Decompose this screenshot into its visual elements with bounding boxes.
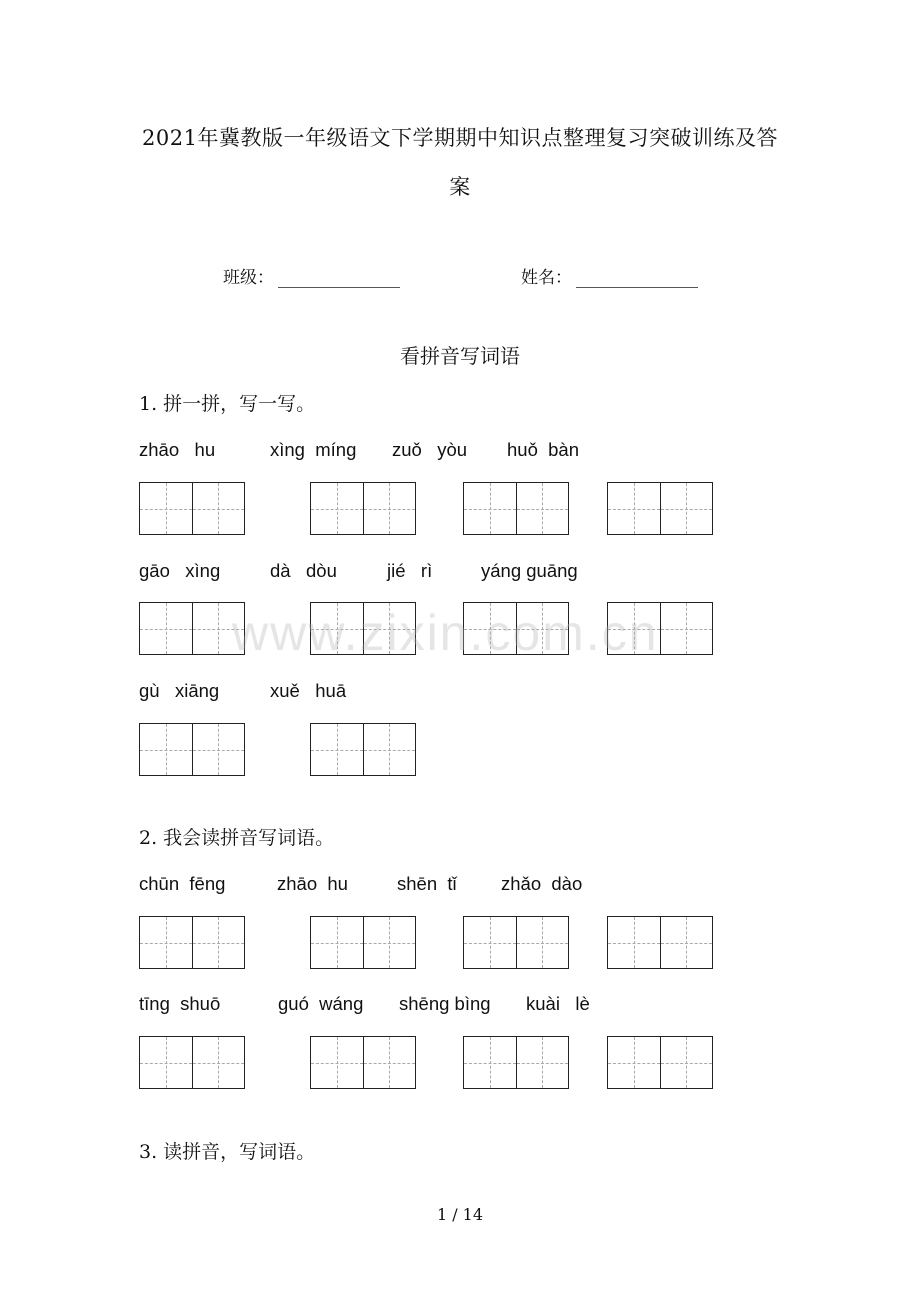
writing-grid[interactable] xyxy=(310,916,416,969)
pinyin-text: yáng guāng xyxy=(481,560,578,581)
writing-grid[interactable] xyxy=(310,602,416,655)
pinyin-text: xìng míng xyxy=(270,439,357,460)
class-label: 班级： xyxy=(223,268,274,288)
writing-grid[interactable] xyxy=(607,482,713,535)
pinyin-text: gāo xìng xyxy=(139,560,221,581)
pinyin-text: gù xiāng xyxy=(139,680,220,701)
pinyin-text: zhǎo dào xyxy=(501,873,583,894)
writing-grid[interactable] xyxy=(463,916,569,969)
pinyin-text: zuǒ yòu xyxy=(392,439,468,460)
document-title-line-1: 2021年冀教版一年级语文下学期期中知识点整理复习突破训练及答 xyxy=(142,126,778,150)
class-blank[interactable] xyxy=(278,271,400,288)
watermark: www.zixin.com.cn xyxy=(232,605,659,661)
pinyin-text: guó wáng xyxy=(278,993,364,1014)
name-blank[interactable] xyxy=(576,271,698,288)
section-heading: 看拼音写词语 xyxy=(400,344,520,368)
writing-grid[interactable] xyxy=(139,723,245,776)
question-2-title: 2. 我会读拼音写词语。 xyxy=(139,827,335,849)
name-field xyxy=(521,263,698,288)
name-label: 姓名： xyxy=(521,268,572,288)
class-field xyxy=(223,263,400,288)
pinyin-text: huǒ bàn xyxy=(507,439,580,460)
pinyin-text: zhāo hu xyxy=(139,439,216,460)
pinyin-text: shēn tǐ xyxy=(397,873,457,894)
writing-grid[interactable] xyxy=(310,482,416,535)
pinyin-text: tīng shuō xyxy=(139,993,221,1014)
writing-grid[interactable] xyxy=(463,1036,569,1089)
document-title-line-2: 案 xyxy=(449,175,471,199)
writing-grid[interactable] xyxy=(463,602,569,655)
page-number: 1 / 14 xyxy=(436,1205,484,1224)
pinyin-text: kuài lè xyxy=(526,993,590,1014)
writing-grid[interactable] xyxy=(139,916,245,969)
writing-grid[interactable] xyxy=(139,1036,245,1089)
writing-grid[interactable] xyxy=(463,482,569,535)
pinyin-text: zhāo hu xyxy=(277,873,348,894)
writing-grid[interactable] xyxy=(607,916,713,969)
writing-grid[interactable] xyxy=(139,602,245,655)
writing-grid[interactable] xyxy=(607,602,713,655)
writing-grid[interactable] xyxy=(310,723,416,776)
pinyin-text: dà dòu xyxy=(270,560,337,581)
pinyin-text: shēng bìng xyxy=(399,993,491,1014)
pinyin-text: chūn fēng xyxy=(139,873,226,894)
pinyin-text: jié rì xyxy=(387,560,433,581)
writing-grid[interactable] xyxy=(310,1036,416,1089)
writing-grid[interactable] xyxy=(607,1036,713,1089)
question-3-title: 3. 读拼音，写词语。 xyxy=(139,1141,316,1163)
pinyin-text: xuě huā xyxy=(270,680,347,701)
question-1-title: 1. 拼一拼，写一写。 xyxy=(139,393,316,415)
writing-grid[interactable] xyxy=(139,482,245,535)
